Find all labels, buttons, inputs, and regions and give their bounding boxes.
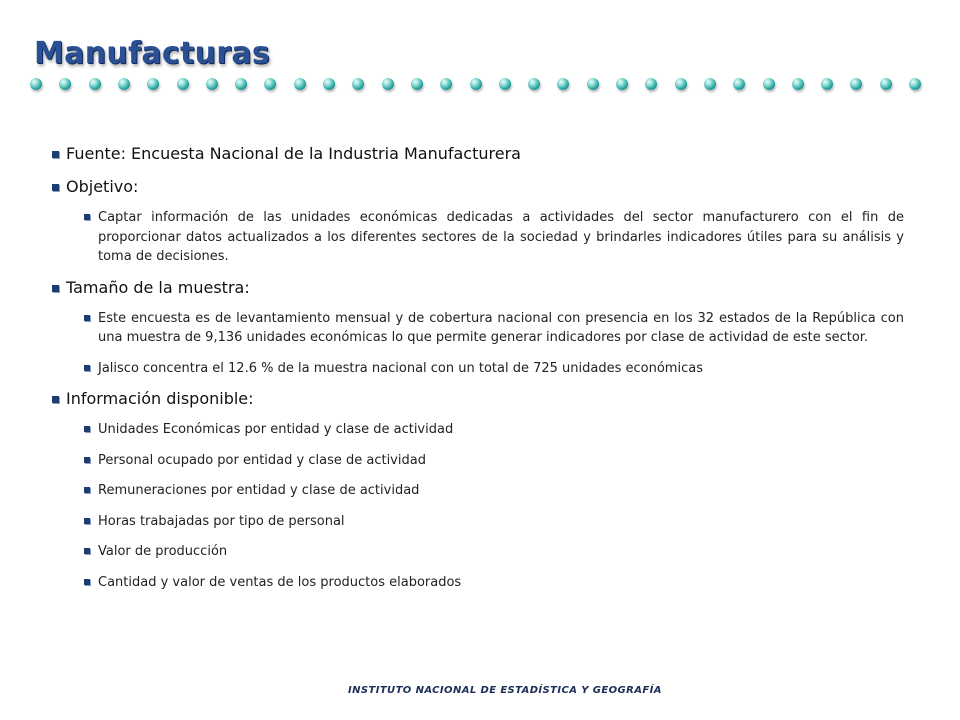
title-dot-divider	[30, 76, 940, 96]
list-item	[84, 208, 904, 267]
divider-dot	[59, 78, 71, 90]
divider-dot	[499, 78, 511, 90]
section-label: Fuente: Encuesta Nacional de la Industria Manufacturera	[66, 144, 521, 163]
list-item-text: Remuneraciones por entidad y clase de actividad	[98, 483, 420, 498]
list-item-text: Personal ocupado por entidad y clase de actividad	[98, 452, 426, 468]
square-bullet-icon	[52, 285, 59, 292]
square-bullet-icon	[84, 365, 90, 371]
list-item	[84, 309, 904, 348]
list-item	[84, 512, 904, 532]
square-bullet-icon	[84, 214, 90, 220]
square-bullet-icon	[84, 315, 90, 321]
divider-dot	[235, 78, 247, 90]
list-item-text: Captar información de las unidades económicas dedicadas a actividades del sector manufacturero con el fin de proporcionar datos actualizados a los diferentes sectores de la sociedad y brindarles indicadores útiles para su análisis y toma de decisiones.	[98, 210, 904, 264]
list-item-text: Unidades Económicas por entidad y clase de actividad	[98, 422, 454, 437]
list-item	[84, 542, 904, 562]
divider-dot	[821, 78, 833, 90]
objective-items	[52, 208, 904, 267]
list-item-text: Jalisco concentra el 12.6 % de la muestra nacional con un total de 725 unidades económicas	[98, 360, 703, 376]
divider-dot	[177, 78, 189, 90]
divider-dot	[704, 78, 716, 90]
list-item	[84, 481, 904, 501]
list-item-text: Horas trabajadas por tipo de personal	[98, 513, 345, 529]
square-bullet-icon	[84, 518, 90, 524]
divider-dot	[470, 78, 482, 90]
divider-dot	[30, 78, 42, 90]
section-available-info	[52, 389, 904, 409]
divider-dot	[880, 78, 892, 90]
slide-title: Manufacturas	[34, 36, 271, 71]
list-item	[84, 359, 904, 379]
section-source	[52, 144, 904, 164]
list-item-text: Cantidad y valor de ventas de los productos elaborados	[98, 574, 462, 590]
divider-dot	[352, 78, 364, 90]
divider-dot	[118, 78, 130, 90]
divider-dot	[411, 78, 423, 90]
divider-dot	[850, 78, 862, 90]
section-label: Información disponible:	[66, 389, 254, 408]
square-bullet-icon	[52, 184, 59, 191]
divider-dot	[616, 78, 628, 90]
section-label: Objetivo:	[66, 177, 139, 196]
sample-size-items	[52, 309, 904, 379]
divider-dot	[89, 78, 101, 90]
square-bullet-icon	[84, 548, 90, 554]
divider-dot	[557, 78, 569, 90]
divider-dot	[675, 78, 687, 90]
list-item	[84, 573, 904, 593]
divider-dot	[792, 78, 804, 90]
slide-content	[52, 144, 904, 603]
divider-dot	[382, 78, 394, 90]
list-item-text: Valor de producción	[98, 544, 228, 559]
square-bullet-icon	[84, 487, 90, 493]
divider-dot	[909, 78, 921, 90]
square-bullet-icon	[84, 457, 90, 463]
divider-dot	[264, 78, 276, 90]
divider-dot	[147, 78, 159, 90]
square-bullet-icon	[52, 151, 59, 158]
square-bullet-icon	[84, 426, 90, 432]
divider-dot	[206, 78, 218, 90]
section-label: Tamaño de la muestra:	[66, 277, 250, 297]
available-info-items	[52, 420, 904, 592]
divider-dot	[763, 78, 775, 90]
square-bullet-icon	[52, 396, 59, 403]
divider-dot	[323, 78, 335, 90]
section-objective	[52, 177, 904, 197]
square-bullet-icon	[84, 579, 90, 585]
divider-dot	[440, 78, 452, 90]
divider-dot	[294, 78, 306, 90]
list-item-text: Este encuesta es de levantamiento mensual y de cobertura nacional con presencia en los 32 estados de la República con una muestra de 9,136 unidades económicas lo que permite generar indicadores por clase de actividad de este sector.	[98, 310, 904, 345]
section-sample-size	[52, 278, 904, 298]
divider-dot	[528, 78, 540, 90]
divider-dot	[733, 78, 745, 90]
divider-dot	[587, 78, 599, 90]
list-item	[84, 420, 904, 440]
divider-dot	[645, 78, 657, 90]
list-item	[84, 451, 904, 471]
institution-footer: INSTITUTO NACIONAL DE ESTADÍSTICA Y GEOGRAFÍA	[348, 685, 662, 696]
